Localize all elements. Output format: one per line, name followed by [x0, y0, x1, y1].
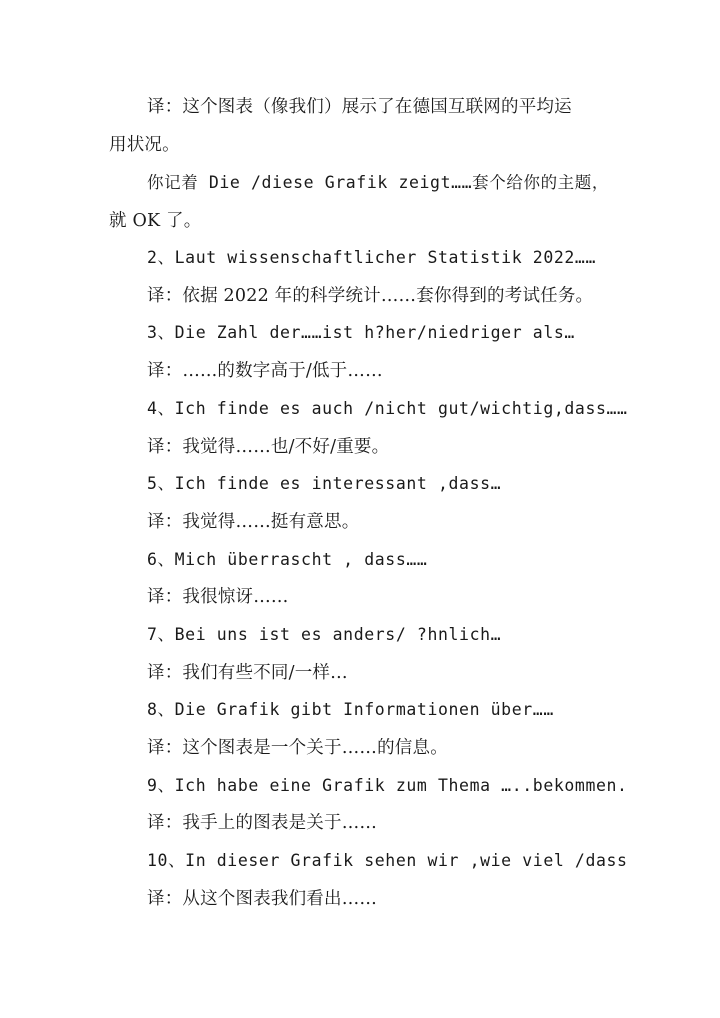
- intro-tip-line-2: 就 OK 了。: [109, 211, 202, 231]
- phrase-3-german: 3、Die Zahl der……ist h?her/niedriger als…: [147, 323, 575, 342]
- phrase-3-translation: 译：…...的数字高于/低于……: [147, 361, 383, 381]
- phrase-4-german: 4、Ich finde es auch /nicht gut/wichtig,dass……: [147, 399, 628, 418]
- phrase-10-german: 10、In dieser Grafik sehen wir ,wie viel /dass: [147, 851, 628, 870]
- phrase-7-translation: 译：我们有些不同/一样…: [147, 663, 348, 683]
- phrase-5-german: 5、Ich finde es interessant ,dass…: [147, 474, 502, 493]
- phrase-8-translation: 译：这个图表是一个关于……的信息。: [147, 738, 448, 758]
- phrase-8-german: 8、Die Grafik gibt Informationen über……: [147, 700, 554, 719]
- intro-translation-line-1: 译：这个图表（像我们）展示了在德国互联网的平均运: [147, 97, 572, 117]
- phrase-4-translation: 译：我觉得……也/不好/重要。: [147, 437, 390, 457]
- phrase-2-translation: 译：依据 2022 年的科学统计……套你得到的考试任务。: [147, 286, 594, 306]
- phrase-7-german: 7、Bei uns ist es anders/ ?hnlich…: [147, 625, 502, 644]
- intro-tip-line-1: 你记着 Die /diese Grafik zeigt……套个给你的主题，: [147, 173, 609, 192]
- phrase-9-translation: 译：我手上的图表是关于……: [147, 813, 378, 833]
- phrase-6-translation: 译：我很惊讶……: [147, 587, 289, 607]
- phrase-5-translation: 译：我觉得……挺有意思。: [147, 512, 360, 532]
- intro-translation-line-2: 用状况。: [109, 135, 180, 155]
- phrase-6-german: 6、Mich überrascht , dass……: [147, 550, 428, 569]
- phrase-10-translation: 译：从这个图表我们看出……: [147, 889, 378, 909]
- phrase-2-german: 2、Laut wissenschaftlicher Statistik 2022……: [147, 248, 596, 267]
- phrase-9-german: 9、Ich habe eine Grafik zum Thema …..bekommen.: [147, 776, 628, 795]
